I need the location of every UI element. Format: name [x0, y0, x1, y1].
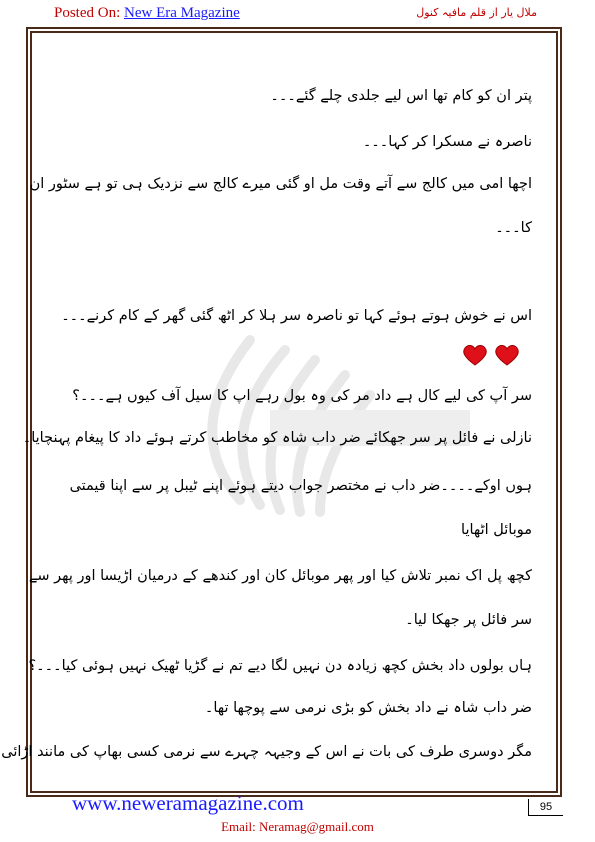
hearts-divider	[462, 344, 526, 364]
text-line: ناصرہ نے مسکرا کر کہا۔۔۔	[362, 134, 532, 150]
footer-email: Email: Neramag@gmail.com	[221, 819, 374, 834]
heart-icon	[494, 344, 520, 366]
text-line: ہوں اوکے۔۔۔۔ضر داب نے مختصر جواب دیتے ہوئے اپنے ٹیبل پر سے اپنا قیمتی	[69, 478, 532, 494]
text-line: کچھ پل اک نمبر تلاش کیا اور پھر موبائل کان اور کندھے کے درمیان اڑیسا اور پھر سے	[28, 568, 532, 584]
heart-icon	[462, 344, 488, 366]
posted-on-label: Posted On:	[54, 5, 121, 21]
text-line: سر فائل پر جھکا لیا۔	[405, 612, 532, 628]
posted-on-header	[54, 5, 240, 22]
text-line: اچھا امی میں کالج سے آتے وقت مل او گئی میرے کالج سے نزدیک ہی تو ہے سٹور ان	[29, 176, 532, 192]
page-number: 95	[528, 799, 563, 816]
watermark-logo	[120, 300, 480, 550]
text-line: سر آپ کی لیے کال ہے داد مر کی وہ بول رہے اپ کا سیل آف کیوں ہے۔۔۔؟	[72, 388, 532, 404]
text-line: کا۔۔۔	[495, 220, 532, 236]
text-line: موبائل اٹھایا	[461, 522, 532, 538]
text-line: نازلی نے فائل پر سر جھکائے ضر داب شاہ کو مخاطب کرتے ہوئے داد کا پیغام پہنچایا۔	[22, 430, 532, 446]
text-line: پتر ان کو کام تھا اس لیے جلدی چلے گئے۔۔۔	[270, 88, 532, 104]
footer-website-link[interactable]: www.neweramagazine.com	[72, 791, 304, 815]
text-line: اس نے خوش ہوتے ہوئے کہا تو ناصرہ سر ہلا کر اٹھ گئی گھر کے کام کرنے۔۔۔	[61, 308, 532, 324]
text-line: ہاں بولوں داد بخش کچھ زیادہ دن نہیں لگا دیے تم نے گڑیا ٹھیک نہیں ہوئی کیا۔۔۔؟	[28, 658, 532, 674]
site-link[interactable]: New Era Magazine	[124, 5, 240, 21]
text-line: مگر دوسری طرف کی بات نے اس کے وجیہہ چہرے سے نرمی کسی بھاپ کی مانند اڑائی	[1, 744, 532, 760]
novel-credit: ملال یار از قلم مافیہ کنول	[416, 6, 537, 19]
text-line: ضر داب شاہ نے داد بخش کو بڑی نرمی سے پوچھا تھا۔	[204, 700, 532, 716]
